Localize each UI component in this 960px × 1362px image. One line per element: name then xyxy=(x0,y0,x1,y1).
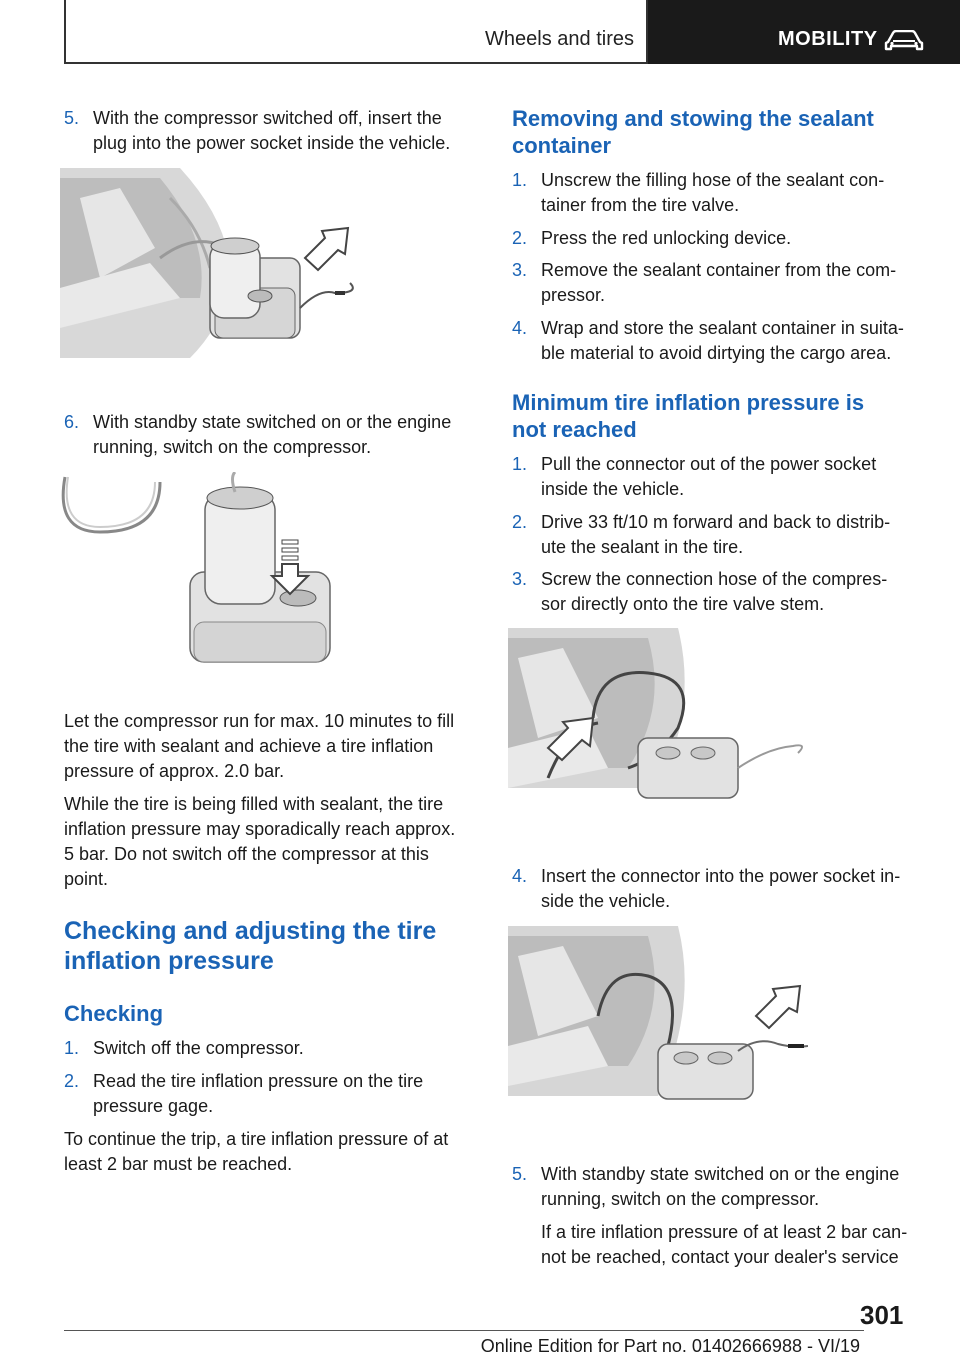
compressor-switch-on-illustration xyxy=(60,472,440,672)
step-text: tainer from the tire valve. xyxy=(541,195,740,215)
paragraph-line: the tire with sealant and achieve a tire inflation xyxy=(64,736,434,756)
step-number: 5. xyxy=(512,1164,528,1184)
step-text: Unscrew the filling hose of the sealant con- xyxy=(541,170,885,190)
step-text: pressure gage. xyxy=(93,1096,214,1116)
paragraph-line: least 2 bar must be reached. xyxy=(64,1154,293,1174)
step-text: Pull the connector out of the power socket xyxy=(541,454,877,474)
subsection-heading: Removing and stowing the sealant xyxy=(512,106,874,131)
compressor-plug-illustration xyxy=(60,168,440,358)
step-number: 3. xyxy=(512,569,528,589)
step-number: 6. xyxy=(64,412,80,432)
step-text: inside the vehicle. xyxy=(541,479,685,499)
step-text: Remove the sealant container from the com- xyxy=(541,260,897,280)
section-heading: inflation pressure xyxy=(64,947,274,975)
step-text: Screw the connection hose of the compres- xyxy=(541,569,888,589)
step-number: 2. xyxy=(64,1071,80,1091)
step-text: plug into the power socket inside the vehicle. xyxy=(93,133,451,153)
section-title: Wheels and tires xyxy=(485,28,634,50)
step-note: not be reached, contact your dealer's service xyxy=(541,1247,899,1267)
step-number: 3. xyxy=(512,260,528,280)
page-number: 301 xyxy=(860,1300,904,1330)
step-text: pressor. xyxy=(541,285,606,305)
step-text: Drive 33 ft/10 m forward and back to distrib- xyxy=(541,512,891,532)
step-number: 2. xyxy=(512,512,528,532)
step-text: sor directly onto the tire valve stem. xyxy=(541,594,825,614)
paragraph-line: inflation pressure may sporadically reach approx. xyxy=(64,819,456,839)
step-text: ute the sealant in the tire. xyxy=(541,537,744,557)
paragraph-line: pressure of approx. 2.0 bar. xyxy=(64,761,285,781)
paragraph-line: To continue the trip, a tire inflation pressure of at xyxy=(64,1129,449,1149)
paragraph-line: While the tire is being filled with sealant, the tire xyxy=(64,794,444,814)
subsection-heading: not reached xyxy=(512,417,637,442)
step-text: Read the tire inflation pressure on the tire xyxy=(93,1071,424,1091)
step-number: 4. xyxy=(512,318,528,338)
step-number: 2. xyxy=(512,228,528,248)
step-text: side the vehicle. xyxy=(541,891,671,911)
step-text: Switch off the compressor. xyxy=(93,1038,304,1058)
section-heading: Checking and adjusting the tire xyxy=(64,917,437,945)
paragraph-line: 5 bar. Do not switch off the compressor at this xyxy=(64,844,429,864)
step-text: Insert the connector into the power socket in- xyxy=(541,866,901,886)
step-number: 5. xyxy=(64,108,80,128)
step-number: 4. xyxy=(512,866,528,886)
step-text: With the compressor switched off, insert the xyxy=(93,108,442,128)
step-text: ble material to avoid dirtying the cargo area. xyxy=(541,343,892,363)
step-number: 1. xyxy=(64,1038,80,1058)
step-text: Wrap and store the sealant container in suita- xyxy=(541,318,904,338)
step-number: 1. xyxy=(512,454,528,474)
edition-text: Online Edition for Part no. 01402666988 - VI/19 xyxy=(480,1336,860,1356)
car-icon xyxy=(884,30,924,52)
step-note: If a tire inflation pressure of at least 2 bar can- xyxy=(541,1222,908,1242)
step-text: running, switch on the compressor. xyxy=(541,1189,820,1209)
step-text: running, switch on the compressor. xyxy=(93,437,372,457)
chapter-label: MOBILITY xyxy=(778,28,878,50)
paragraph-line: Let the compressor run for max. 10 minutes to fill xyxy=(64,711,455,731)
paragraph-line: point. xyxy=(64,869,109,889)
footer-divider xyxy=(64,1330,864,1331)
step-text: Press the red unlocking device. xyxy=(541,228,792,248)
step-text: With standby state switched on or the engine xyxy=(541,1164,900,1184)
step-number: 1. xyxy=(512,170,528,190)
step-text: With standby state switched on or the engine xyxy=(93,412,452,432)
subsection-heading: Minimum tire inflation pressure is xyxy=(512,390,865,415)
subsection-heading: container xyxy=(512,133,612,158)
connector-socket-illustration xyxy=(508,926,808,1116)
hose-valve-illustration xyxy=(508,628,808,820)
subsection-heading: Checking xyxy=(64,1001,164,1026)
